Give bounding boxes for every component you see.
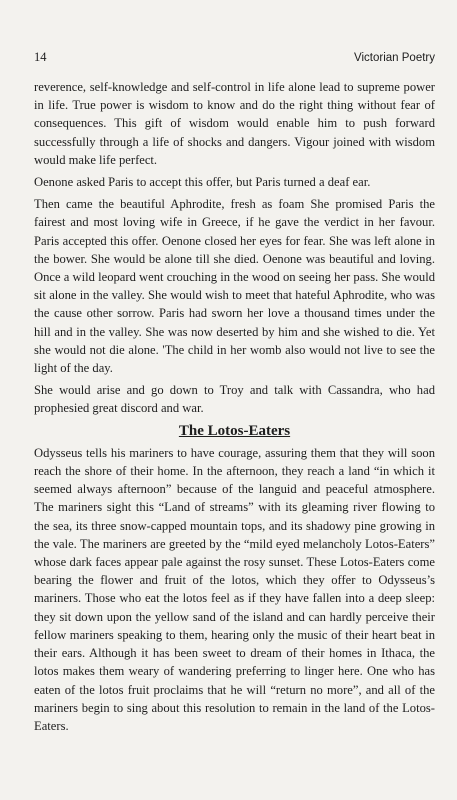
paragraph: reverence, self-knowledge and self-control in life alone lead to supreme power in life. True power is wisdom to know and do the right thing without fear of consequences. This gift of wisdom would enable him to push forward successfully through a life of shocks and dangers. Vigour joined with wisdom would make life perfect.: [34, 80, 435, 167]
paragraph: Then came the beautiful Aphrodite, fresh as foam She promised Paris the fairest and most loving wife in Greece, if he gave the verdict in her favour. Paris accepted this offer. Oenone closed her eyes for fear. She was left alone in the bower. She would be alone till she died. Oenone was beautiful and loving. Once a wild leopard went crouching in the wood on seeing her pass. She would sit alone in the valley. She would wish to meet that hateful Aphrodite, who was the cause other sorrow. Paris had sworn her love a thousand times under the hill and in the valley. She was now deserted by him and she wished to die. Yet she would not die alone. 'The child in her womb also would not live to see the light of the day.: [34, 197, 435, 376]
paragraph: Odysseus tells his mariners to have courage, assuring them that they will soon reach the shore of their home. In the afternoon, they reach a land “in which it seemed always afternoon” because of the languid and peaceful atmosphere. The mariners sight this “Land of streams” with its gleaming river flowing to the sea, its three snow-capped mountain tops, and its shadowy pine growing in the vale. The mariners are greeted by the “mild eyed melancholy Lotos-Eaters” whose dark faces appear pale against the rosy sunset. These Lotos-Eaters come bearing the flower and fruit of the lotos, which they offer to Odysseus’s mariners. Those who eat the lotos feel as if they have fallen into a deep sleep: they sit down upon the yellow sand of the island and can hardly perceive their fellow mariners speaking to them, hearing only the music of their heart beat in their ears. Although it has been sweet to dream of their homes in Ithaca, the lotos makes them weary of wandering preferring to linger here. One who has eaten of the lotos fruit proclaims that he will “return no more”, and all of the mariners begin to sing about this resolution to remain in the land of the Lotos-Eaters.: [34, 445, 435, 733]
running-head: Victorian Poetry: [354, 52, 435, 64]
paragraph: Oenone asked Paris to accept this offer, but Paris turned a deaf ear.: [34, 175, 371, 190]
page-number: 14: [34, 50, 47, 64]
paragraph: She would arise and go down to Troy and talk with Cassandra, who had prophesied great discord and war.: [34, 383, 435, 416]
page-body: [34, 78, 435, 739]
section-heading: The Lotos-Eaters: [178, 422, 291, 439]
